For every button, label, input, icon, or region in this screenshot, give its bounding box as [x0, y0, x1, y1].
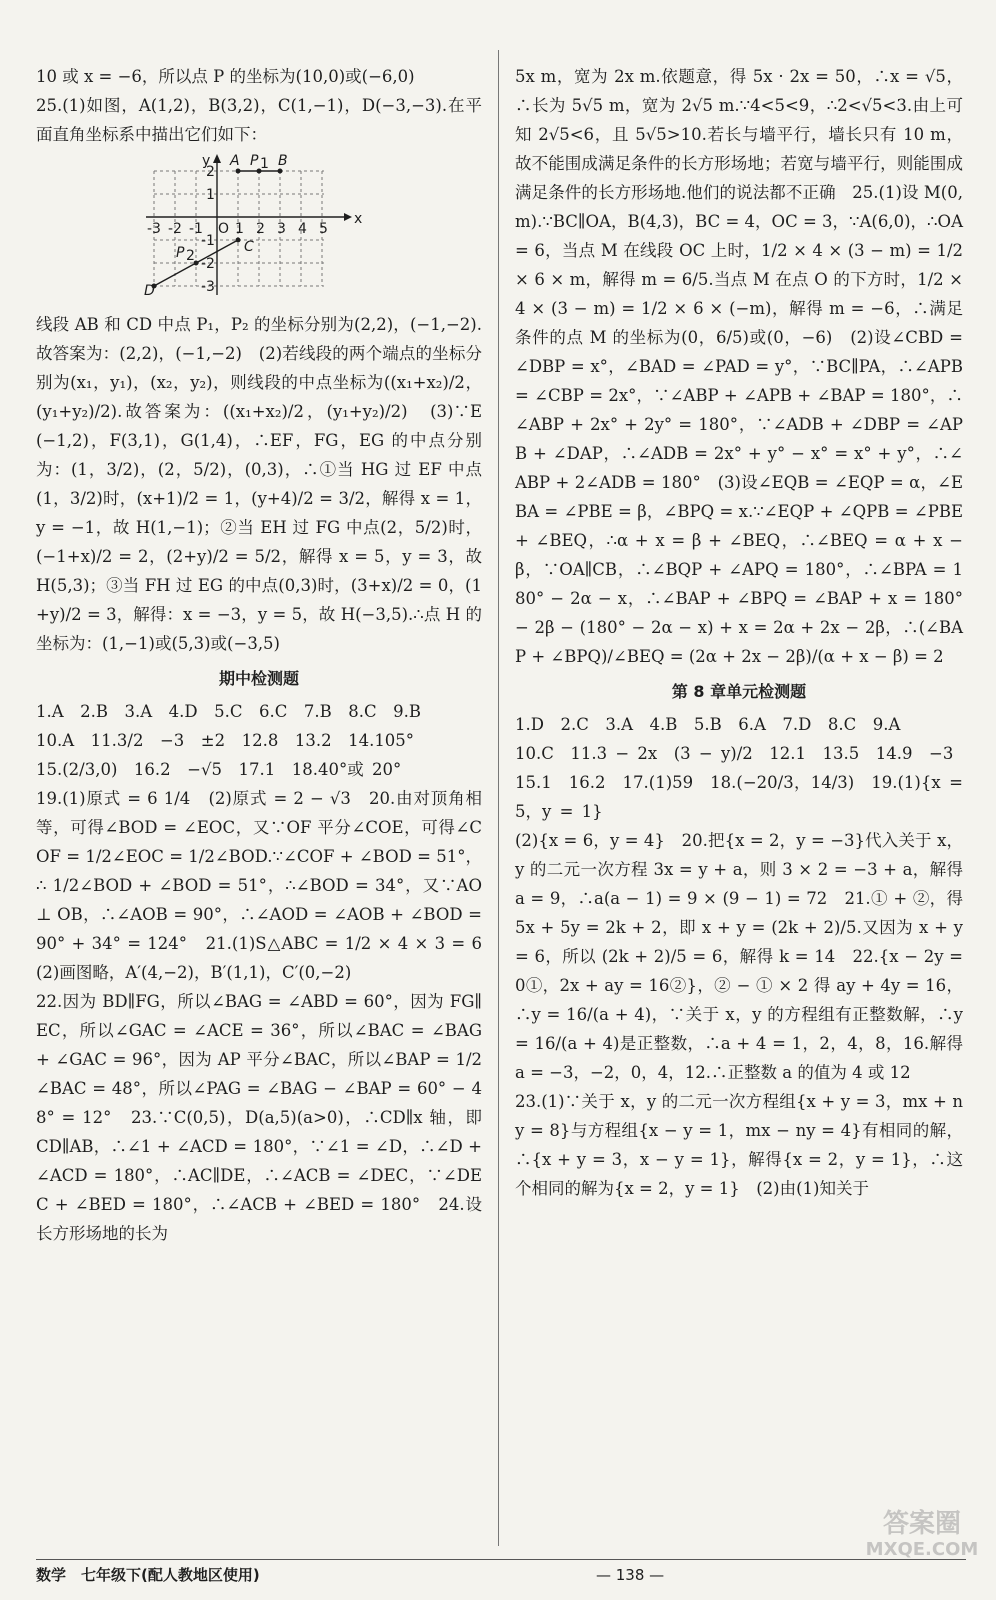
answer-key-line: 1.A 2.B 3.A 4.D 5.C 6.C 7.B 8.C 9.B [36, 702, 421, 721]
section-title: 第 8 章单元检测题 [671, 682, 807, 701]
answer-text: 25.(1)如图，A(1,2)，B(3,2)，C(1,−1)，D(−3,−3).在平面直角坐标系中描出它们如下： [36, 96, 482, 144]
x-tick-label: -3 [147, 221, 161, 237]
answer-key-line: 15.1 16.2 17.(1)59 18.(−20/3，14/3) 19.(1){x = 5，y = 1} [515, 773, 963, 821]
x-tick-label: 5 [319, 221, 328, 237]
origin-label: O [218, 221, 230, 237]
answer-text: 10 或 x = −6，所以点 P 的坐标为(10,0)或(−6,0) [36, 67, 415, 86]
point-p1-subscript: 1 [260, 156, 269, 172]
answer-key-line: 10.A 11.3/2 −3 ±2 12.8 13.2 14.105° [36, 731, 415, 750]
point-c-label: C [244, 239, 254, 255]
answer-key-line: 1.D 2.C 3.A 4.B 5.B 6.A 7.D 8.C 9.A [515, 715, 901, 734]
point-p2-label: P [176, 245, 185, 261]
y-tick-label: -2 [201, 256, 215, 272]
page-footer [36, 1559, 966, 1590]
point-b [278, 169, 283, 174]
watermark-text: 答案圈 [882, 1509, 961, 1539]
answer-text: 线段 AB 和 CD 中点 P₁，P₂ 的坐标分别为(2,2)，(−1,−2).故答案为：(2,2)，(−1,−2) (2)若线段的两个端点的坐标分别为(x₁，y₁)，(x₂，y₂)，则线段的中点坐标为((x₁+x₂)/2，(y₁+y₂)/2).故答案为：((x₁+x₂)/2，(y₁+y₂)/2) (3)∵E(−1,2)，F(3,1)，G(1,4)，∴EF，FG，EG 的中点分别为：(1，3/2)，(2，5/2)，(0,3)，∴①当 HG 过 EF 中点(1，3/2)时，(x+1)/2 = 1，(y+4)/2 = 3/2，解得 x = 1，y = −1，故 H(1,−1)；②当 EH 过 FG 中点(2，5/2)时，(−1+x)/2 = 2，(2+y)/2 = 5/2，解得 x = 5，y = 3，故 H(5,3)；③当 FH 过 EG 的中点(0,3)时，(3+x)/2 = 0，(1+y)/2 = 3，解得：x = −3，y = 5，故 H(−3,5).∴点 H 的坐标为：(1,−1)或(5,3)或(−3,5) [36, 315, 482, 653]
x-tick-label: 1 [235, 221, 244, 237]
answer-key-line: 10.C 11.3 − 2x (3 − y)/2 12.1 13.5 14.9 −3 [515, 744, 954, 763]
point-a-label: A [230, 153, 240, 169]
answer-text: 22.因为 BD∥FG，所以∠BAG = ∠ABD = 60°，因为 FG∥EC，所以∠GAC = ∠ACE = 36°，所以∠BAC = ∠BAG + ∠GAC = 96°，因为 AP 平分∠BAC，所以∠BAP = 1/2∠BAC = 48°，所以∠PAG = ∠BAG − ∠BAP = 60° − 48° = 12° 23.∵C(0,5)，D(a,5)(a>0)，∴CD∥x 轴，即 CD∥AB，∴∠1 + ∠ACD = 180°，∵∠1 = ∠D，∴∠D + ∠ACD = 180°，∴AC∥DE，∴∠ACB = ∠DEC，∵∠DEC + ∠BED = 180°，∴∠ACB + ∠BED = 180° 24.设长方形场地的长为 [36, 992, 482, 1243]
answer-key-line: 15.(2/3,0) 16.2 −√5 17.1 18.40°或 20° [36, 760, 402, 779]
x-tick-label: -2 [168, 221, 182, 237]
answer-text: 19.(1)原式 = 6 1/4 (2)原式 = 2 − √3 20.由对顶角相等，可得∠BOD = ∠EOC，又∵OF 平分∠COE，可得∠COF = 1/2∠EOC = 1/2∠BOD.∵∠COF + ∠BOD = 51°，∴ 1/2∠BOD + ∠BOD = 51°，∴∠BOD = 34°，又∵AO ⊥ OB，∴∠AOB = 90°，∴∠AOD = ∠AOB + ∠BOD = 90° + 34° = 124° 21.(1)S△ABC = 1/2 × 4 × 3 = 6 (2)画图略，A′(4,−2)，B′(1,1)，C′(0,−2) [36, 789, 499, 982]
x-axis-label: x [354, 211, 363, 227]
point-c [236, 238, 241, 243]
point-b-label: B [278, 153, 288, 169]
right-column [515, 62, 963, 1540]
y-tick-label: -3 [201, 279, 215, 295]
point-a [236, 169, 241, 174]
left-column [36, 62, 499, 1540]
y-tick-label: 2 [206, 164, 215, 180]
x-tick-label: 3 [277, 221, 286, 237]
x-axis-arrow [344, 213, 352, 221]
answer-text: (2){x = 6，y = 4} 20.把{x = 2，y = −3}代入关于 x，y 的二元一次方程 3x = y + a，则 3 × 2 = −3 + a，解得 a = 9，∴a(a − 1) = 9 × (9 − 1) = 72 21.① + ②，得 5x + 5y = 2k + 2，即 x + y = (2k + 2)/5.又因为 x + y = 6，所以 (2k + 2)/5 = 6，解得 k = 14 22.{x − 2y = 0①，2x + ay = 16②}，② − ① × 2 得 ay + 4y = 16，∴y = 16/(a + 4)，∵关于 x，y 的方程组有正整数解，∴y = 16/(a + 4)是正整数，∴a + 4 = 1，2，4，8，16.解得 a = −3，−2，0，4，12.∴正整数 a 的值为 4 或 12 [515, 831, 963, 1082]
point-d-label: D [144, 283, 155, 299]
coordinate-graph [144, 153, 374, 308]
watermark-url: MXQE.COM [865, 1539, 979, 1560]
page-number: — 138 — [596, 1566, 665, 1584]
watermark-logo [862, 1508, 982, 1568]
y-axis-arrow [213, 154, 221, 163]
answer-text: 5x m，宽为 2x m.依题意，得 5x · 2x = 50，∴x = √5，∴长为 5√5 m，宽为 2√5 m.∵4<5<9，∴2<√5<3.由上可知 2√5<6，且 5√5>10.若长与墙平行，墙长只有 10 m，故不能围成满足条件的长方形场地；若宽与墙平行，则能围成满足条件的长方形场地.他们的说法都不正确 25.(1)设 M(0,m).∵BC∥OA，B(4,3)，BC = 4，OC = 3，∵A(6,0)，∴OA = 6，当点 M 在线段 OC 上时，1/2 × 4 × (3 − m) = 1/2 × 6 × m，解得 m = 6/5.当点 M 在点 O 的下方时，1/2 × 4 × (3 − m) = 1/2 × 6 × (−m)，解得 m = −6，∴满足条件的点 M 的坐标为(0，6/5)或(0，−6) (2)设∠CBD = ∠DBP = x°，∠BAD = ∠PAD = y°，∵BC∥PA，∴∠APB = ∠CBP = 2x°，∵∠ABP + ∠APB + ∠BAP = 180°，∴∠ABP + 2x° + 2y° = 180°，∵∠ADB + ∠DBP = ∠APB + ∠DAP，∴∠ADB = 2x° + y° − x° = x° + y°，∴∠ABP + 2∠ADB = 180° (3)设∠EQB = ∠EQP = α，∠EBA = ∠PBE = β，∠BPQ = x.∵∠EQP + ∠QPB = ∠PBE + ∠BEQ，∴α + x = β + ∠BEQ，∴∠BEQ = α + x − β，∵OA∥CB，∴∠BQP + ∠APQ = 180°，∴∠BPA = 180° − 2α − x，∴∠BAP + ∠BPQ = ∠BAP + x = 180° − 2β − (180° − 2α − x) + x = 2α + 2x − 2β，∴(∠BAP + ∠BPQ)/∠BEQ = (2α + 2x − 2β)/(α + x − β) = 2 [515, 67, 963, 666]
section-title: 期中检测题 [218, 669, 299, 688]
book-title: 数学 七年级下(配人教地区使用) [36, 1566, 260, 1584]
y-tick-label: -1 [201, 233, 215, 249]
point-p1-label: P [250, 153, 259, 169]
x-tick-label: 4 [298, 221, 307, 237]
point-p2-subscript: 2 [186, 248, 195, 264]
answer-text: 23.(1)∵关于 x，y 的二元一次方程组{x + y = 3，mx + ny = 8}与方程组{x − y = 1，mx − ny = 4}有相同的解，∴{x + y = 3，x − y = 1}，解得{x = 2，y = 1}，∴这个相同的解为{x = 2，y = 1} (2)由(1)知关于 [515, 1092, 963, 1198]
x-tick-label: -1 [189, 221, 203, 237]
y-tick-label: 1 [206, 187, 215, 203]
column-divider [498, 50, 499, 1546]
x-tick-label: 2 [256, 221, 265, 237]
y-axis-label: y [202, 153, 211, 169]
